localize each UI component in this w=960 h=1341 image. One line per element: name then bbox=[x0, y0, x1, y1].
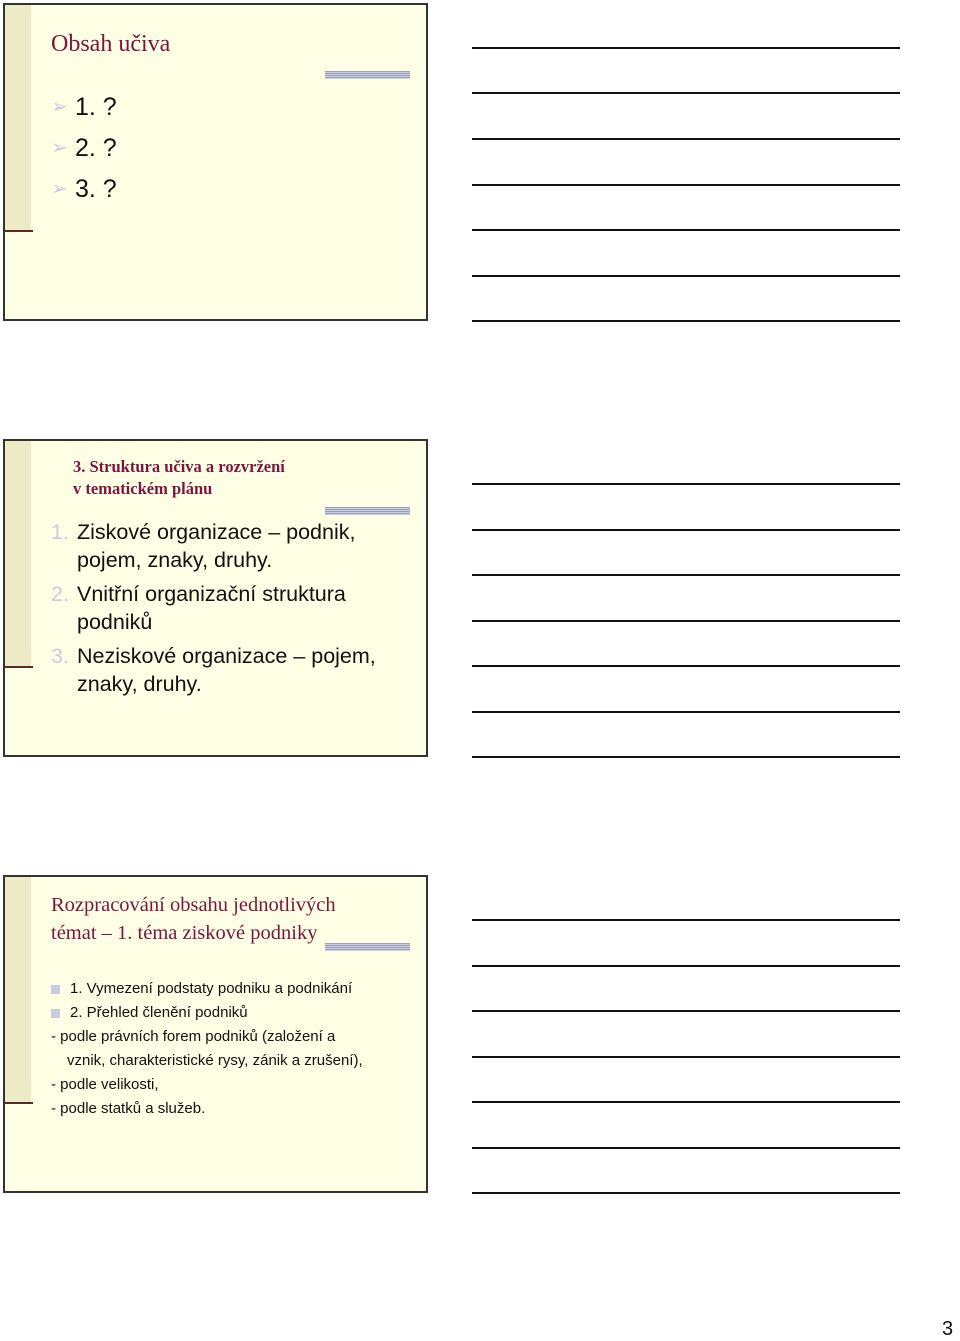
square-bullet-icon bbox=[51, 1009, 60, 1018]
note-line bbox=[472, 229, 900, 231]
note-line bbox=[472, 1192, 900, 1194]
note-line bbox=[472, 1101, 900, 1103]
slide-title: Rozpracování obsahu jednotlivých témat – 1. téma ziskové podniky bbox=[51, 894, 336, 944]
title-rule bbox=[325, 943, 410, 951]
title-rule bbox=[325, 71, 410, 79]
list-item: 1. Ziskové organizace – podnik, pojem, znaky, druhy. bbox=[51, 520, 356, 572]
note-line bbox=[472, 47, 900, 49]
note-line bbox=[472, 275, 900, 277]
list-item: ➢ 3. ? bbox=[51, 169, 117, 210]
note-line bbox=[472, 1056, 900, 1058]
slide-sidebar bbox=[5, 5, 31, 230]
slide-notch bbox=[5, 666, 33, 668]
slide-3 bbox=[3, 875, 428, 1193]
title-rule bbox=[325, 507, 410, 515]
arrow-bullet-icon: ➢ bbox=[51, 96, 68, 118]
arrow-bullet-icon: ➢ bbox=[51, 178, 68, 200]
page-number: 3 bbox=[942, 1318, 954, 1340]
list-item: 2. Vnitřní organizační struktura podniků bbox=[51, 582, 346, 634]
note-line bbox=[472, 574, 900, 576]
note-line bbox=[472, 965, 900, 967]
text-line: - podle právních forem podniků (založení a bbox=[51, 1028, 336, 1045]
slide-notch bbox=[5, 1102, 33, 1104]
note-line bbox=[472, 138, 900, 140]
note-line bbox=[472, 184, 900, 186]
list-item: 2. Přehled členění podniků bbox=[51, 1001, 426, 1025]
slide-2 bbox=[3, 439, 428, 757]
text-line: - podle velikosti, bbox=[51, 1076, 159, 1093]
note-line bbox=[472, 711, 900, 713]
slide-body bbox=[51, 977, 426, 1121]
note-line bbox=[472, 483, 900, 485]
slide-sidebar bbox=[5, 441, 31, 666]
slide-title: 3. Struktura učiva a rozvržení v tematickém plánu bbox=[73, 457, 285, 498]
note-line bbox=[472, 620, 900, 622]
slide-1 bbox=[3, 3, 428, 321]
agenda-list bbox=[51, 87, 117, 210]
slide-sidebar bbox=[5, 877, 31, 1102]
note-line bbox=[472, 756, 900, 758]
note-line bbox=[472, 529, 900, 531]
note-line bbox=[472, 92, 900, 94]
slide-notch bbox=[5, 230, 33, 232]
list-item: 3. Neziskové organizace – pojem, znaky, druhy. bbox=[51, 644, 376, 696]
square-bullet-icon bbox=[51, 985, 60, 994]
slide-title: Obsah učiva bbox=[51, 31, 171, 57]
text-line: - podle statků a služeb. bbox=[51, 1100, 206, 1117]
list-item: 1. Vymezení podstaty podniku a podnikání bbox=[51, 977, 426, 1001]
note-line bbox=[472, 665, 900, 667]
note-line bbox=[472, 1010, 900, 1012]
note-line bbox=[472, 1147, 900, 1149]
note-line bbox=[472, 919, 900, 921]
note-line bbox=[472, 320, 900, 322]
list-item: ➢ 2. ? bbox=[51, 128, 117, 169]
text-line: vznik, charakteristické rysy, zánik a zrušení), bbox=[67, 1052, 363, 1069]
topic-list bbox=[51, 518, 421, 704]
list-item: ➢ 1. ? bbox=[51, 87, 117, 128]
arrow-bullet-icon: ➢ bbox=[51, 137, 68, 159]
